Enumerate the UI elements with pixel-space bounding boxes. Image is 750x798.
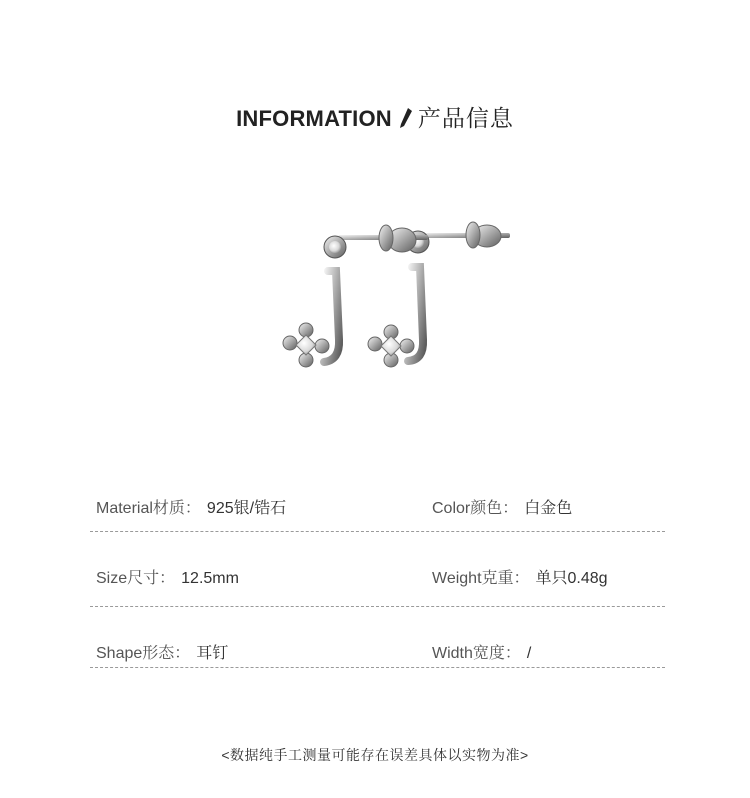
spec-row-shape-width (90, 640, 665, 670)
spec-row-material-color (90, 495, 665, 525)
spec-label: Weight克重： (432, 570, 530, 587)
divider (90, 531, 665, 532)
spec-value: 925银/锆石 (206, 500, 287, 517)
product-image (260, 205, 520, 395)
spec-weight (432, 565, 608, 588)
spec-label: Size尺寸： (96, 570, 176, 587)
spec-size (96, 565, 239, 588)
title-chinese: 产品信息 (417, 105, 514, 131)
spec-label: Shape形态： (96, 645, 191, 662)
spec-label: Material材质： (96, 500, 201, 517)
title-english: INFORMATION (236, 106, 392, 131)
spec-width (432, 640, 531, 663)
spec-color (432, 495, 572, 518)
spec-shape (96, 640, 228, 663)
spec-label: Color颜色： (432, 500, 519, 517)
pen-nib-icon (400, 106, 412, 130)
spec-value: 白金色 (524, 500, 573, 517)
divider (90, 606, 665, 607)
spec-row-size-weight (90, 565, 665, 595)
spec-material (96, 495, 286, 518)
spec-label: Width宽度： (432, 645, 521, 662)
page-title (0, 100, 750, 133)
spec-value: 12.5mm (181, 570, 239, 587)
spec-value: / (526, 645, 532, 662)
measurement-disclaimer: <数据纯手工测量可能存在误差具体以实物为准> (221, 747, 529, 763)
spec-value: 单只0.48g (535, 570, 608, 587)
spec-value: 耳钉 (196, 645, 229, 662)
divider (90, 667, 665, 668)
